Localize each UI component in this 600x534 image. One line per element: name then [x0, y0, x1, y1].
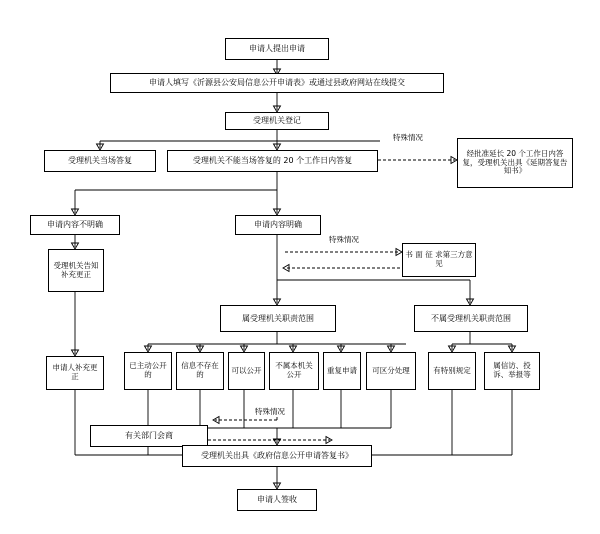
edge-label-special-1: 特殊情况 [393, 133, 423, 142]
node-fill-form: 申请人填写《沂源县公安局信息公开申请表》或通过县政府网站在线提交 [110, 73, 444, 93]
node-not-exist: 信息不存在的 [176, 352, 224, 390]
node-issue-reply-letter: 受理机关出具《政府信息公开申请答复书》 [182, 445, 372, 467]
node-20-working-days-reply: 受理机关不能当场答复的 20 个工作日内答复 [167, 150, 378, 172]
node-application-submitted: 申请人提出申请 [225, 38, 329, 60]
node-already-public: 已主动公开的 [124, 352, 172, 390]
node-notify-supplement: 受理机关告知补充更正 [48, 249, 104, 292]
node-onsite-reply: 受理机关当场答复 [44, 150, 156, 172]
node-applicant-receipt: 申请人签收 [237, 489, 317, 511]
node-petition-complaint: 属信访、投诉、举报等 [484, 352, 540, 390]
node-special-rules: 有特别规定 [428, 352, 476, 390]
edge-label-special-2: 特殊情况 [329, 235, 359, 244]
node-duplicate-request: 重复申请 [323, 352, 361, 390]
node-can-publish: 可以公开 [228, 352, 265, 390]
node-extension-notice: 经批准延长 20 个工作日内答复，受理机关出具《延期答复告知书》 [457, 138, 573, 188]
node-department-consultation: 有关部门会商 [90, 425, 208, 447]
node-content-clear: 申请内容明确 [235, 215, 321, 235]
node-content-unclear: 申请内容不明确 [30, 215, 120, 235]
node-within-scope: 属受理机关职责范围 [220, 305, 336, 332]
node-separable-handling: 可区分处理 [366, 352, 416, 390]
node-applicant-supplement: 申请人补充更正 [46, 356, 104, 390]
edge-label-special-3: 特殊情况 [255, 407, 285, 416]
node-third-party-opinion: 书 面 征 求第三方意见 [402, 243, 476, 277]
node-registration: 受理机关登记 [225, 112, 329, 130]
node-other-authority: 不属本机关公开 [269, 352, 319, 390]
node-out-of-scope: 不属受理机关职责范围 [414, 305, 528, 332]
